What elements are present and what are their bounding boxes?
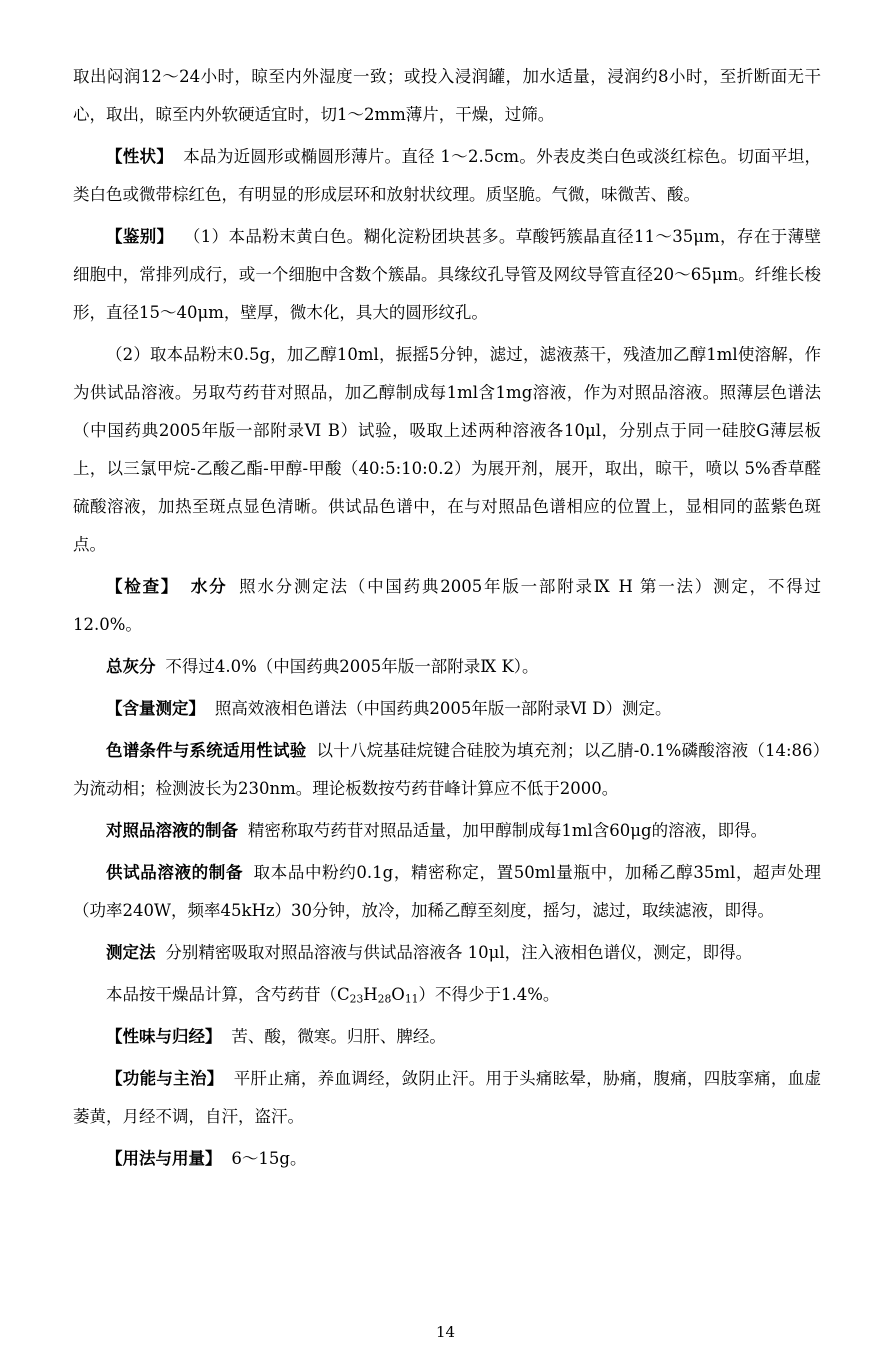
- subheading-zonghui: 总灰分: [106, 657, 156, 676]
- section-text: 以十八烷基硅烷键合硅胶为填充剂；以乙腈-0.1%磷酸溶液（14:86）为流动相；检测波长为230nm。理论板数按芍药苷峰计算应不低于2000。: [73, 741, 821, 798]
- subheading-gongshi: 供试品溶液的制备: [106, 863, 244, 882]
- section-heading: 【含量测定】: [106, 699, 205, 718]
- section-jiancha: [73, 568, 821, 644]
- section-xingzhuang: [73, 138, 821, 214]
- processing-paragraph: 取出闷润12～24小时，晾至内外湿度一致；或投入浸润罐，加水适量，浸润约8小时，至折断面无干心，取出，晾至内外软硬适宜时，切1～2mm薄片，干燥，过筛。: [73, 67, 821, 124]
- section-xingwei: [73, 1018, 821, 1056]
- sepu-paragraph: [73, 732, 821, 808]
- document-body: [73, 58, 821, 1182]
- ceding-paragraph: [73, 934, 821, 972]
- section-heading: 【性状】: [106, 147, 174, 166]
- subheading-shuifen: 水分: [189, 577, 228, 596]
- gongshi-paragraph: [73, 854, 821, 930]
- section-text: 取本品中粉约0.1g，精密称定，置50ml量瓶中，加稀乙醇35ml，超声处理（功率240W，频率45kHz）30分钟，放冷，加稀乙醇至刻度，摇匀，滤过，取续滤液，即得。: [73, 863, 822, 920]
- section-text: 本品为近圆形或椭圆形薄片。直径 1～2.5cm。外表皮类白色或淡红棕色。切面平坦，类白色或微带棕红色，有明显的形成层环和放射状纹理。质坚脆。气微，味微苦、酸。: [73, 147, 822, 204]
- section-text: 照高效液相色谱法（中国药典2005年版一部附录Ⅵ D）测定。: [214, 699, 672, 718]
- section-gongneng: [73, 1060, 821, 1136]
- section-text: 照水分测定法（中国药典2005年版一部附录Ⅸ H 第一法）测定，不得过12.0%。: [73, 577, 822, 634]
- section-text: （1）本品粉末黄白色。糊化淀粉团块甚多。草酸钙簇晶直径11～35μm，存在于薄壁细胞中，常排列成行，或一个细胞中含数个簇晶。具缘纹孔导管及网纹导管直径20～65μm。纤维长梭形，直径15～40μm，壁厚，微木化，具大的圆形纹孔。: [73, 227, 822, 322]
- section-heading: 【鉴别】: [106, 227, 174, 246]
- jianbie-tlc-paragraph: （2）取本品粉末0.5g，加乙醇10ml，振摇5分钟，滤过，滤液蒸干，残渣加乙醇1ml使溶解，作为供试品溶液。另取芍药苷对照品，加乙醇制成每1ml含1mg溶液，作为对照品溶液。照薄层色谱法（中国药典2005年版一部附录Ⅵ B）试验，吸取上述两种溶液各10μl，分别点于同一硅胶G薄层板上，以三氯甲烷-乙酸乙酯-甲醇-甲酸（40:5:10:0.2）为展开剂，展开，取出，晾干，喷以 5%香草醛硫酸溶液，加热至斑点显色清晰。供试品色谱中，在与对照品色谱相应的位置上，显相同的蓝紫色斑点。: [73, 345, 821, 554]
- section-heading: 【检查】: [106, 577, 180, 596]
- content-requirement-paragraph: 本品按干燥品计算，含芍药苷$(C_{23}H_{28}O_{11})$不得少于1.4%。: [106, 985, 560, 1006]
- page-number: 14: [435, 1323, 456, 1341]
- section-text: 6～15g。: [231, 1149, 307, 1168]
- section-text: 平肝止痛，养血调经，敛阴止汗。用于头痛眩晕，胁痛，腹痛，四肢挛痛，血虚萎黄，月经不调，自汗，盗汗。: [73, 1069, 822, 1126]
- subheading-ceding: 测定法: [106, 943, 156, 962]
- section-text: 苦、酸，微寒。归肝、脾经。: [231, 1027, 446, 1046]
- subheading-sepu: 色谱条件与系统适用性试验: [106, 741, 307, 760]
- section-yongfa: [73, 1140, 821, 1178]
- section-text: 不得过4.0%（中国药典2005年版一部附录Ⅸ K）。: [165, 657, 539, 676]
- section-jianbie: [73, 218, 821, 332]
- section-text: 分别精密吸取对照品溶液与供试品溶液各 10μl，注入液相色谱仪，测定，即得。: [165, 943, 753, 962]
- section-text: 精密称取芍药苷对照品适量，加甲醇制成每1ml含60μg的溶液，即得。: [247, 821, 768, 840]
- section-hanliang: [73, 690, 821, 728]
- subheading-duizhao: 对照品溶液的制备: [106, 821, 238, 840]
- duizhao-paragraph: [73, 812, 821, 850]
- section-heading: 【用法与用量】: [106, 1149, 222, 1168]
- section-heading: 【功能与主治】: [106, 1069, 224, 1088]
- zonghui-paragraph: [73, 648, 821, 686]
- section-heading: 【性味与归经】: [106, 1027, 222, 1046]
